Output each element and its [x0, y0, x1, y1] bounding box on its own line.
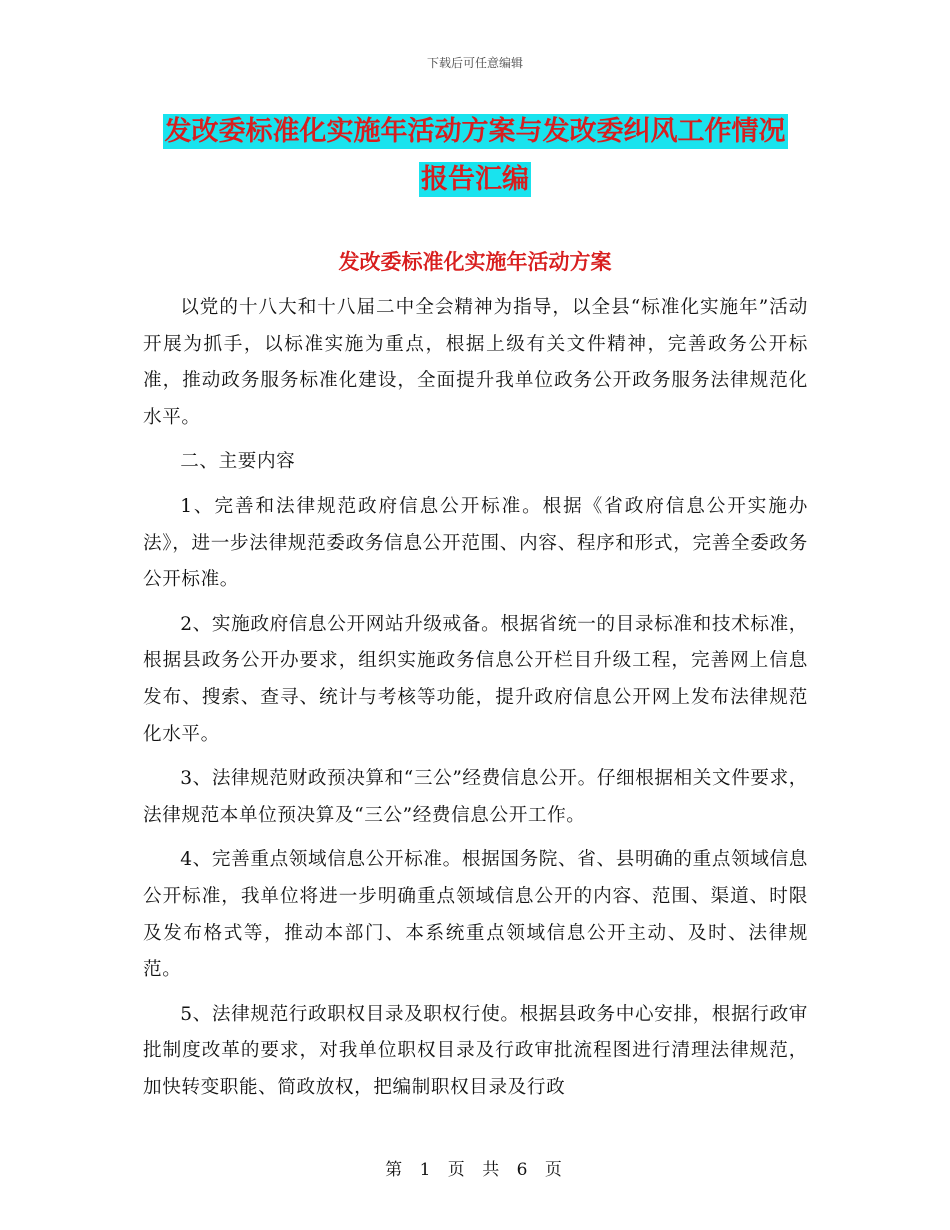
title-line-2: 报告汇编	[421, 164, 529, 195]
paragraph-item-4: 4、完善重点领域信息公开标准。根据国务院、省、县明确的重点领域信息公开标准，我单位将进一步明确重点领域信息公开的内容、范围、渠道、时限及发布格式等，推动本部门、本系统重点领域信息公开主动、及时、法律规范。	[143, 849, 808, 981]
paragraph-heading-main-content: 二、主要内容	[180, 451, 296, 473]
header-note: 下载后可任意编辑	[426, 56, 523, 70]
paragraph-item-3: 3、法律规范财政预决算和“三公”经费信息公开。仔细根据相关文件要求，法律规范本单位预决算及“三公”经费信息公开工作。	[143, 768, 808, 826]
paragraph-intro: 以党的十八大和十八届二中全会精神为指导，以全县“标准化实施年”活动开展为抓手，以标准实施为重点，根据上级有关文件精神，完善政务公开标准，推动政务服务标准化建设，全面提升我单位政务公开政务服务法律规范化水平。	[143, 297, 808, 428]
section-title: 发改委标准化实施年活动方案	[338, 250, 612, 274]
paragraph-item-1: 1、完善和法律规范政府信息公开标准。根据《省政府信息公开实施办法》，进一步法律规范委政务信息公开范围、内容、程序和形式，完善全委政务公开标准。	[143, 495, 808, 591]
document-body	[143, 290, 808, 1114]
paragraph-item-5: 5、法律规范行政职权目录及职权行使。根据县政务中心安排，根据行政审批制度改革的要求，对我单位职权目录及行政审批流程图进行清理法律规范，加快转变职能、简政放权，把编制职权目录及行政	[143, 1003, 808, 1098]
page-footer: 第 1 页 共 6 页	[385, 1160, 565, 1180]
document-title	[0, 108, 950, 204]
title-line-1: 发改委标准化实施年活动方案与发改委纠风工作情况	[164, 116, 786, 147]
paragraph-item-2: 2、实施政府信息公开网站升级戒备。根据省统一的目录标准和技术标准，根据县政务公开办要求，组织实施政务信息公开栏目升级工程，完善网上信息发布、搜索、查寻、统计与考核等功能，提升政府信息公开网上发布法律规范化水平。	[143, 613, 808, 745]
